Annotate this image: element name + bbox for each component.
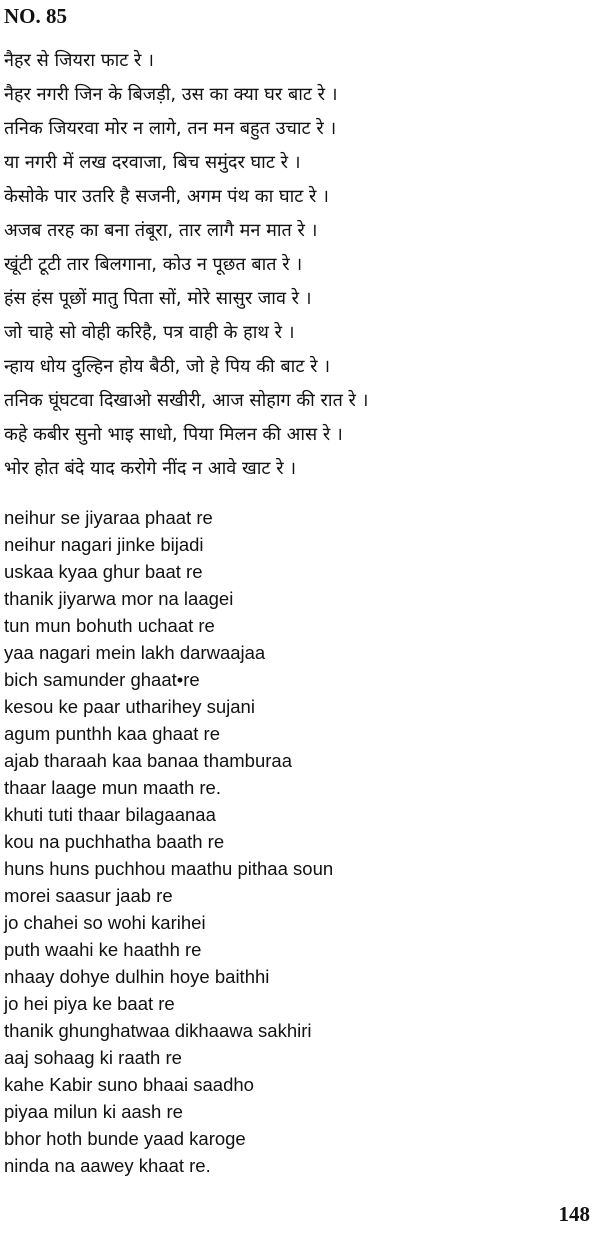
transliteration-line: yaa nagari mein lakh darwaajaa [4,642,266,663]
hindi-line: न्हाय धोय दुल्हिन होय बैठी, जो हे पिय की बाट रे । [4,356,331,377]
poem-number: NO. 85 [4,4,67,28]
transliteration-line: kou na puchhatha baath re [4,831,225,852]
transliteration-line: bhor hoth bunde yaad karoge [4,1128,246,1149]
transliteration-line: thanik ghunghatwaa dikhaawa sakhiri [4,1020,312,1041]
transliteration-verse [4,504,333,1179]
transliteration-line: jo hei piya ke baat re [4,993,175,1014]
transliteration-line: huns huns puchhou maathu pithaa soun [4,858,334,879]
transliteration-line: morei saasur jaab re [4,885,173,906]
hindi-line: भोर होत बंदे याद करोगे नींद न आवे खाट रे । [4,458,297,479]
transliteration-line: thanik jiyarwa mor na laagei [4,588,234,609]
hindi-line: केसोके पार उतरि है सजनी, अगम पंथ का घाट रे । [4,186,329,207]
transliteration-line: puth waahi ke haathh re [4,939,202,960]
hindi-verse [4,44,368,486]
hindi-line: तनिक घूंघटवा दिखाओ सखीरी, आज सोहाग की रात रे । [4,390,369,411]
transliteration-line: neihur se jiyaraa phaat re [4,507,213,528]
transliteration-line: kesou ke paar utharihey sujani [4,696,255,717]
transliteration-line: aaj sohaag ki raath re [4,1047,182,1068]
transliteration-line: ajab tharaah kaa banaa thamburaa [4,750,292,771]
hindi-line: जो चाहे सो वोही करिहै, पत्र वाही के हाथ रे । [4,322,295,343]
transliteration-line: kahe Kabir suno bhaai saadho [4,1074,254,1095]
transliteration-line: nhaay dohye dulhin hoye baithhi [4,966,270,987]
transliteration-line: jo chahei so wohi karihei [4,912,206,933]
hindi-line: हंस हंस पूछों मातु पिता सों, मोरे सासुर जाव रे । [4,288,312,309]
transliteration-line: tun mun bohuth uchaat re [4,615,215,636]
transliteration-line: ninda na aawey khaat re. [4,1155,211,1176]
transliteration-line: khuti tuti thaar bilagaanaa [4,804,216,825]
transliteration-line: agum punthh kaa ghaat re [4,723,220,744]
page-number: 148 [558,1202,590,1226]
transliteration-line: bich samunder ghaat•re [4,669,200,690]
hindi-line: कहे कबीर सुनो भाइ साधो, पिया मिलन की आस रे । [4,424,343,445]
hindi-line: तनिक जियरवा मोर न लागे, तन मन बहुत उचाट रे । [4,118,337,139]
hindi-line: अजब तरह का बना तंबूरा, तार लागै मन मात रे । [4,220,318,241]
hindi-line: खूंटी टूटी तार बिलगाना, कोउ न पूछत बात रे । [4,254,303,275]
transliteration-line: neihur nagari jinke bijadi [4,534,204,555]
hindi-line: या नगरी में लख दरवाजा, बिच समुंदर घाट रे । [4,152,301,173]
hindi-line: नैहर से जियरा फाट रे । [4,50,154,71]
transliteration-line: thaar laage mun maath re. [4,777,221,798]
hindi-line: नैहर नगरी जिन के बिजड़ी, उस का क्या घर बाट रे । [4,84,338,105]
transliteration-line: uskaa kyaa ghur baat re [4,561,203,582]
transliteration-line: piyaa milun ki aash re [4,1101,183,1122]
